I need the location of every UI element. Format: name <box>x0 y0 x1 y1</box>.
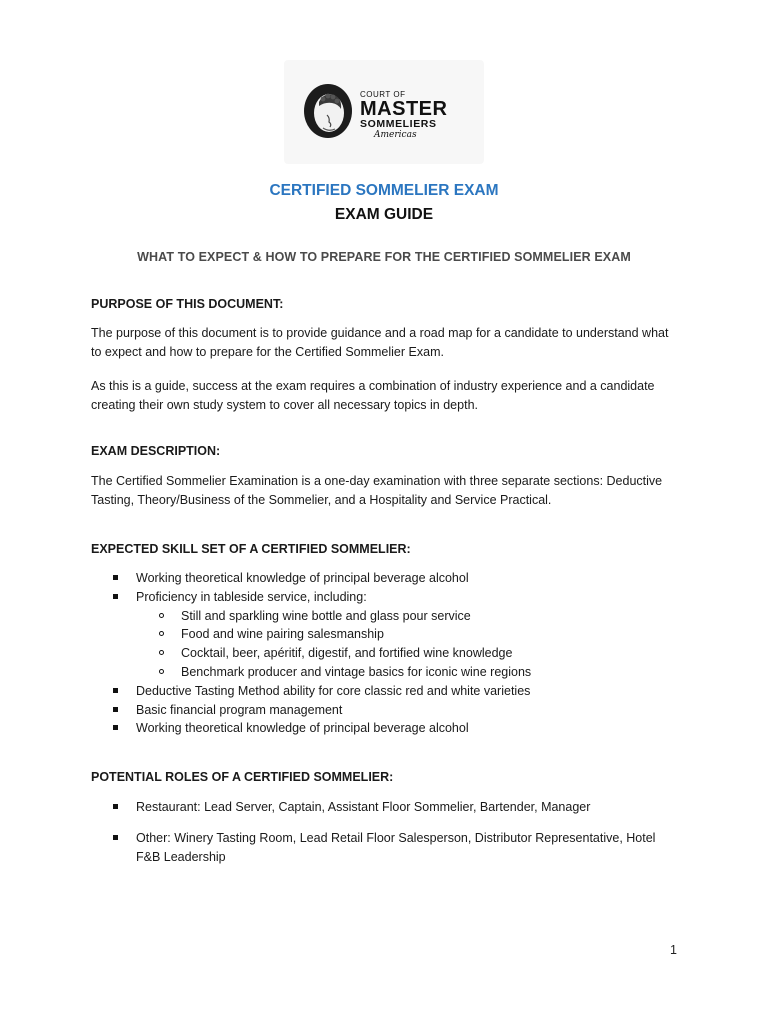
purpose-paragraph-1: The purpose of this document is to provide guidance and a road map for a candidate to understand what to expect and how to prepare for the Certified Sommelier Exam. <box>91 326 669 359</box>
list-item <box>91 588 691 682</box>
subskill-item-text: Benchmark producer and vintage basics for iconic wine regions <box>181 664 532 679</box>
list-item <box>91 682 691 701</box>
exam-description-heading: EXAM DESCRIPTION: <box>91 444 221 458</box>
document-title: CERTIFIED SOMMELIER EXAM <box>269 182 499 199</box>
square-bullet-icon <box>113 725 118 730</box>
list-item <box>91 829 681 867</box>
logo-line-court-of: COURT OF <box>360 90 406 99</box>
page-number: 1 <box>670 943 677 957</box>
logo-line-sommeliers: SOMMELIERS <box>360 118 437 130</box>
sub-list-item <box>136 625 691 644</box>
square-bullet-icon <box>113 835 118 840</box>
purpose-paragraph-2: As this is a guide, success at the exam requires a combination of industry experience and a candidate creating their own study system to cover all necessary topics in depth. <box>91 379 655 412</box>
skill-item-text: Basic financial program management <box>136 702 343 717</box>
subskill-item-text: Cocktail, beer, apéritif, digestif, and fortified wine knowledge <box>181 646 513 661</box>
document-subtitle: EXAM GUIDE <box>334 206 434 223</box>
circle-bullet-icon <box>159 613 164 618</box>
skill-item-text: Working theoretical knowledge of principal beverage alcohol <box>136 721 469 736</box>
circle-bullet-icon <box>159 650 164 655</box>
roles-list <box>91 798 681 878</box>
tableside-service-sublist <box>136 607 691 682</box>
square-bullet-icon <box>113 804 118 809</box>
role-item-text: Other: Winery Tasting Room, Lead Retail Floor Salesperson, Distributor Representative, Hotel F&B Leadership <box>136 830 656 864</box>
square-bullet-icon <box>113 688 118 693</box>
sub-list-item <box>136 663 691 682</box>
square-bullet-icon <box>113 575 118 580</box>
list-item <box>91 701 691 720</box>
circle-bullet-icon <box>159 631 164 636</box>
skill-item-text: Working theoretical knowledge of principal beverage alcohol <box>136 571 469 585</box>
list-item <box>91 798 681 817</box>
exam-description-paragraph: The Certified Sommelier Examination is a one-day examination with three separate sections: Deductive Tasting, Theory/Business of the Sommelier, and a Hospitality and Service Practical. <box>91 474 663 507</box>
circle-bullet-icon <box>159 669 164 674</box>
document-tagline: WHAT TO EXPECT & HOW TO PREPARE FOR THE CERTIFIED SOMMELIER EXAM <box>137 250 631 264</box>
skill-set-heading: EXPECTED SKILL SET OF A CERTIFIED SOMMELIER: <box>91 542 411 556</box>
skill-item-text: Proficiency in tableside service, including: <box>136 589 367 604</box>
purpose-heading: PURPOSE OF THIS DOCUMENT: <box>91 297 284 311</box>
roles-heading: POTENTIAL ROLES OF A CERTIFIED SOMMELIER: <box>91 770 394 784</box>
sommelier-head-emblem-icon <box>302 82 354 140</box>
list-item <box>91 569 691 588</box>
skill-set-list <box>91 569 691 738</box>
sub-list-item <box>136 607 691 626</box>
role-item-text: Restaurant: Lead Server, Captain, Assistant Floor Sommelier, Bartender, Manager <box>136 800 591 814</box>
sub-list-item <box>136 644 691 663</box>
logo-line-master: MASTER <box>360 98 448 120</box>
skill-item-text: Deductive Tasting Method ability for core classic red and white varieties <box>136 683 531 698</box>
logo-wordmark <box>360 90 447 141</box>
court-of-master-sommeliers-logo <box>284 60 484 164</box>
logo-line-americas: Americas <box>374 130 417 140</box>
list-item <box>91 719 691 738</box>
subskill-item-text: Still and sparkling wine bottle and glass pour service <box>181 608 471 623</box>
square-bullet-icon <box>113 594 118 599</box>
square-bullet-icon <box>113 707 118 712</box>
subskill-item-text: Food and wine pairing salesmanship <box>181 627 384 642</box>
